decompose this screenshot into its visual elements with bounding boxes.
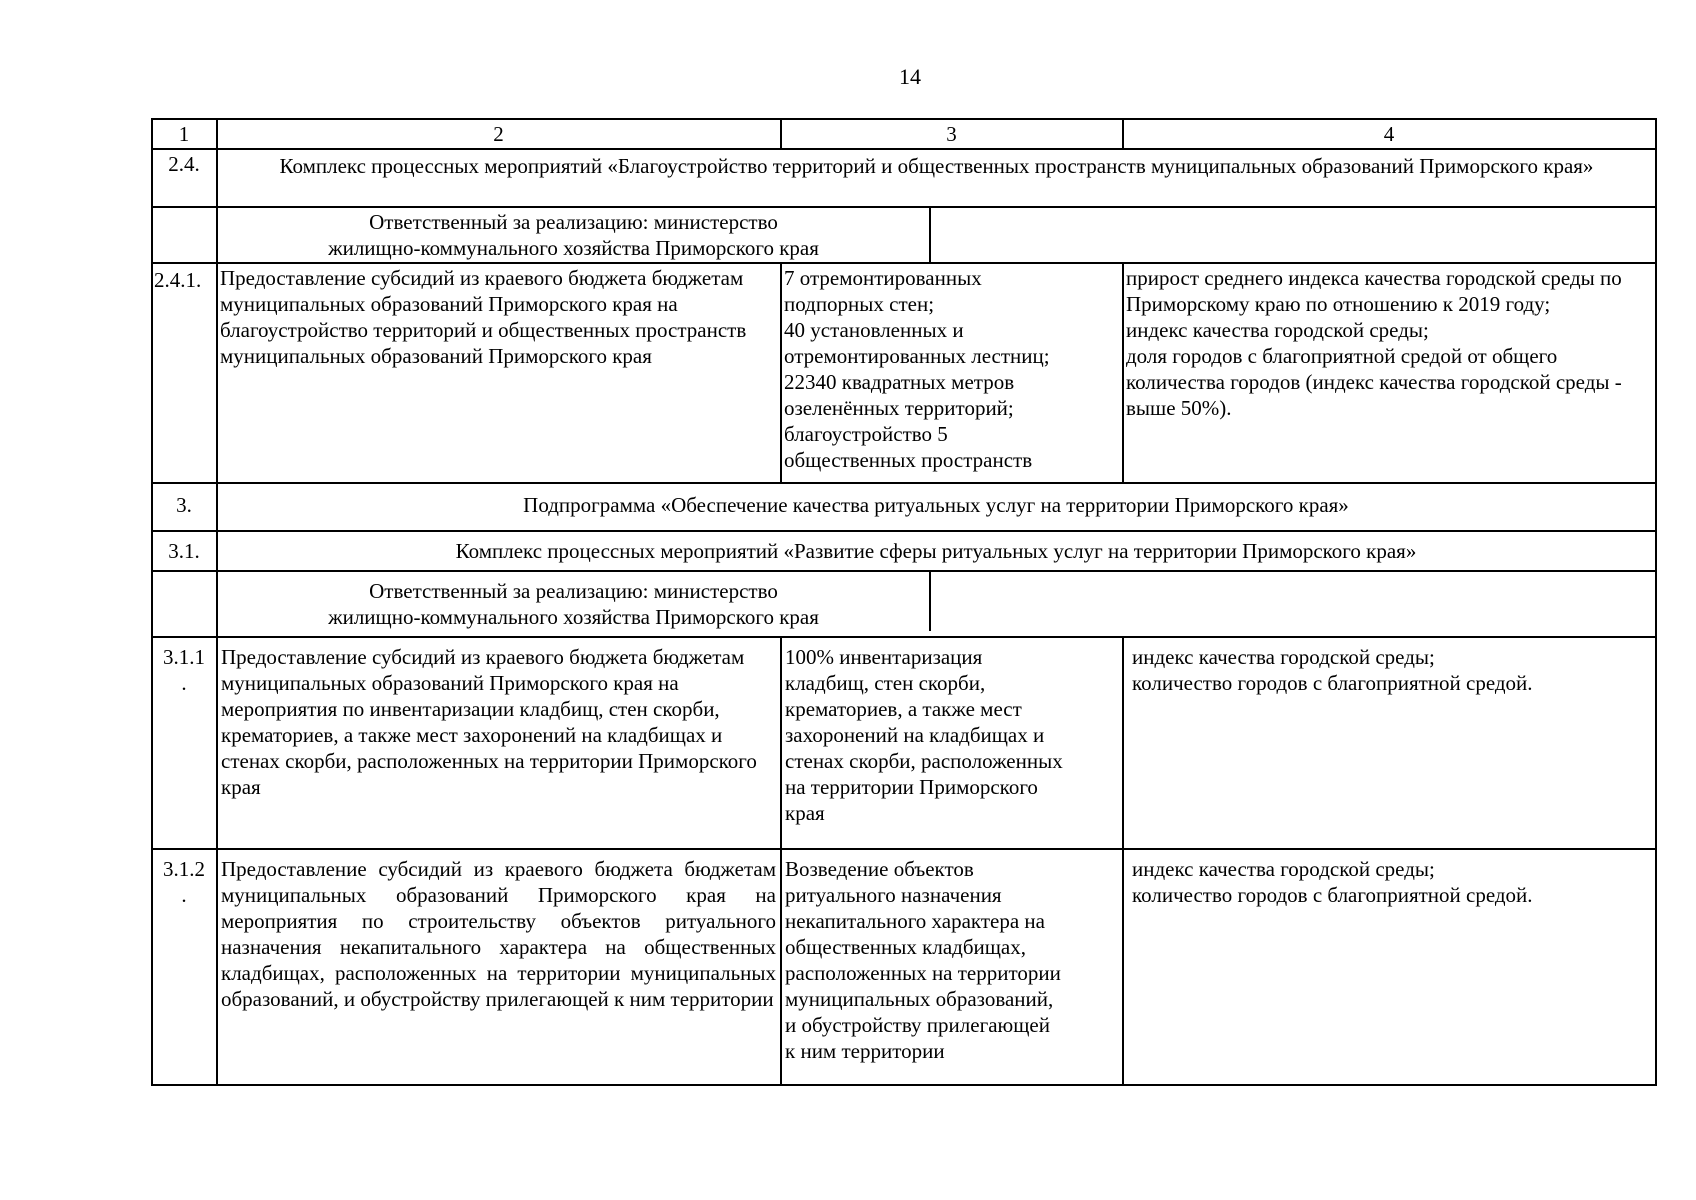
indicators-cell: прирост среднего индекса качества городской среды по Приморскому краю по отношению к 2019 году; индекс качества городской среды; доля городов с благоприятной средой от общего количества городов (индекс качества городской среды - выше 50%). <box>1123 263 1656 483</box>
responsible-row <box>217 571 1656 637</box>
page-number: 14 <box>899 64 921 89</box>
task-cell: Предоставление субсидий из краевого бюджета бюджетам муниципальных образований Приморского края на мероприятия по инвентаризации кладбищ, стен скорби, крематориев, а также мест захоронений на кладбищах и стенах скорби, расположенных на территории Приморского края <box>217 637 781 849</box>
column-number-1: 1 <box>152 119 217 149</box>
responsible-empty-cell <box>931 208 1655 262</box>
responsible-row-inner <box>218 208 1655 262</box>
column-number-row <box>152 119 1656 149</box>
row-number: 2.4.1. <box>152 263 217 483</box>
row-number: 3.1.1 . <box>152 637 217 849</box>
table-row <box>152 637 1656 849</box>
table-row <box>152 149 1656 207</box>
table-row <box>152 571 1656 637</box>
effects-cell: Возведение объектов ритуального назначения некапитального характера на общественных кладбищах, расположенных на территории муниципальных образований, и обустройству прилегающей к ним территории <box>781 849 1123 1085</box>
task-cell: Предоставление субсидий из краевого бюджета бюджетам муниципальных образований Приморского края на благоустройство территорий и общественных пространств муниципальных образований Приморского края <box>217 263 781 483</box>
program-table <box>151 118 1657 1086</box>
row-number: 2.4. <box>152 149 217 207</box>
responsible-text <box>218 208 931 262</box>
row-number <box>152 571 217 637</box>
task-cell: Предоставление субсидий из краевого бюджета бюджетам муниципальных образований Приморского края на мероприятия по строительству объектов ритуального назначения некапитального характера на общественных кладбищах, расположенных на территории муниципальных образований, и обустройству прилегающей к ним территории <box>217 849 781 1085</box>
table-row <box>152 263 1656 483</box>
effects-cell: 7 отремонтированных подпорных стен; 40 установленных и отремонтированных лестниц; 22340 квадратных метров озеленённых территорий; благоустройство 5 общественных пространств <box>781 263 1123 483</box>
responsible-empty-cell <box>931 572 1655 631</box>
responsible-label: Ответственный за реализацию: министерство жилищно-коммунального хозяйства Приморского края <box>328 579 819 629</box>
column-number-4: 4 <box>1123 119 1656 149</box>
table-row <box>152 849 1656 1085</box>
section-title: Комплекс процессных мероприятий «Благоустройство территорий и общественных пространств муниципальных образований Приморского края» <box>217 149 1656 207</box>
subprogram-title: Подпрограмма «Обеспечение качества ритуальных услуг на территории Приморского края» <box>217 483 1656 531</box>
row-number: 3.1. <box>152 531 217 571</box>
effects-cell: 100% инвентаризация кладбищ, стен скорби, крематориев, а также мест захоронений на кладбищах и стенах скорби, расположенных на территории Приморского края <box>781 637 1123 849</box>
responsible-text <box>218 572 931 631</box>
responsible-row <box>217 207 1656 263</box>
table-row <box>152 483 1656 531</box>
row-number: 3. <box>152 483 217 531</box>
indicators-cell: индекс качества городской среды; количество городов с благоприятной средой. <box>1123 637 1656 849</box>
table-row <box>152 531 1656 571</box>
row-number <box>152 207 217 263</box>
indicators-cell: индекс качества городской среды; количество городов с благоприятной средой. <box>1123 849 1656 1085</box>
column-number-3: 3 <box>781 119 1123 149</box>
responsible-row-inner <box>218 572 1655 631</box>
column-number-2: 2 <box>217 119 781 149</box>
responsible-label: Ответственный за реализацию: министерство жилищно-коммунального хозяйства Приморского края <box>328 210 819 260</box>
table-row <box>152 207 1656 263</box>
section-title: Комплекс процессных мероприятий «Развитие сферы ритуальных услуг на территории Приморского края» <box>217 531 1656 571</box>
row-number: 3.1.2 . <box>152 849 217 1085</box>
